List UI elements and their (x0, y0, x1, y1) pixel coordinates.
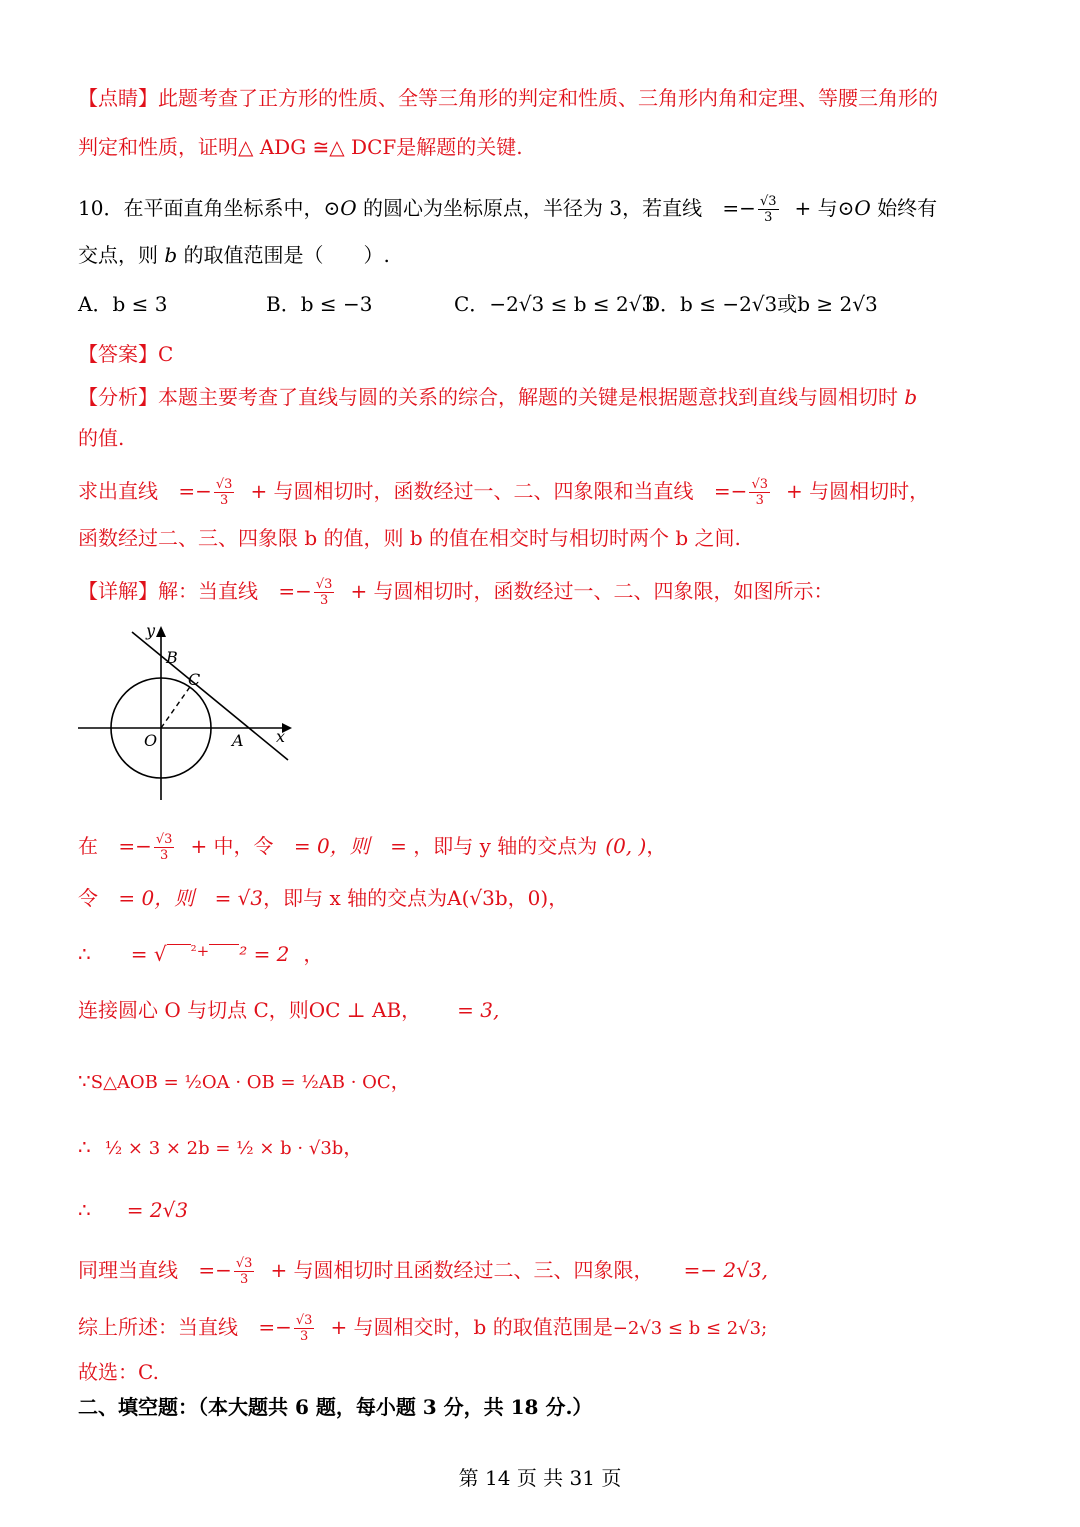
s9b: 与圆相交时，b 的取值范围是 (347, 1315, 613, 1339)
question-line2 (78, 245, 390, 265)
question-line2a: 交点，则 (78, 243, 165, 267)
option-b[interactable] (266, 294, 372, 314)
frac-den: 3 (320, 593, 329, 608)
frac-num: √3 (155, 832, 173, 847)
options-row (78, 292, 878, 316)
s5b: S△AOB = ½OA · OB = ½AB · OC (90, 1072, 391, 1093)
frac-num: √3 (215, 477, 233, 492)
s8c: =− 2√3, (683, 1258, 768, 1282)
question-mid: 的圆心为坐标原点，半径为 3，若直线 (356, 196, 709, 220)
radius-oc (161, 684, 192, 728)
step-3 (78, 944, 323, 964)
dianjing-text1: 此题考查了正方形的性质、全等三角形的判定和性质、三角形内角和定理、等腰三角形的 (158, 86, 938, 110)
plus: + (190, 834, 208, 858)
s3d: ² = 2 (239, 942, 290, 966)
step-6 (78, 1137, 363, 1158)
answer-line (78, 344, 173, 364)
analysis-tag: 【分析】 (78, 385, 158, 409)
s1b: 中，令 (207, 834, 280, 858)
plus: + (270, 1258, 288, 1282)
option-b-text: b ≤ −3 (300, 292, 373, 316)
option-a-label: A． (78, 292, 113, 316)
frac-den: 3 (764, 210, 773, 225)
analysis-text3c: 与圆相切时， (802, 479, 930, 503)
step-9 (78, 1314, 767, 1343)
s1g: ， (646, 834, 667, 858)
option-c-text: −2√3 ≤ b ≤ 2√3 (489, 292, 655, 316)
plus: + (786, 479, 803, 503)
circle-o-2: O (854, 196, 871, 220)
var-b: b (164, 243, 178, 267)
step-4 (78, 1000, 499, 1020)
label-b: B (166, 648, 178, 667)
s2d: ，即与 x 轴的交点为 (263, 886, 448, 910)
s2e: A(√3b，0) (447, 886, 549, 910)
s3b: = √ (130, 942, 167, 966)
eq-lhs: =− (258, 1315, 292, 1339)
s2c: = √3 (214, 886, 264, 910)
plus: + (330, 1315, 348, 1339)
detail-tag: 【详解】 (78, 579, 158, 603)
dianjing-tag: 【点睛】 (78, 86, 158, 110)
s3e: ， (303, 942, 324, 966)
option-d-text: b ≤ −2√3或b ≥ 2√3 (680, 292, 878, 316)
step-7 (78, 1200, 188, 1220)
fraction (758, 195, 779, 224)
s5a: ∵ (78, 1069, 91, 1093)
fraction (154, 833, 175, 862)
step-1 (78, 833, 666, 862)
plus: + (350, 579, 368, 603)
s8b: 与圆相切时且函数经过二、三、四象限， (287, 1258, 654, 1282)
frac-num: √3 (751, 477, 768, 492)
label-c: C (188, 670, 201, 689)
label-a: A (232, 731, 244, 750)
detail-line1 (78, 578, 834, 607)
frac-num: √3 (315, 577, 333, 592)
analysis-var-b: b (904, 385, 918, 409)
s4a: 连接圆心 O 与切点 C，则 (78, 998, 309, 1022)
fraction (214, 478, 235, 507)
answer-tag: 【答案】 (78, 342, 158, 366)
s4b: OC ⊥ AB (308, 998, 402, 1022)
fraction (314, 578, 335, 607)
plus: + (250, 479, 268, 503)
option-a[interactable] (78, 292, 167, 316)
s3a: ∴ (78, 942, 91, 966)
s9a: 综上所述：当直线 (78, 1315, 245, 1339)
analysis-line1 (78, 387, 917, 407)
option-b-label: B． (266, 292, 301, 316)
eq-lhs: =− (198, 1258, 232, 1282)
question-prefix: 10．在平面直角坐标系中，⊙ (78, 196, 341, 220)
s2a: 令 (78, 886, 105, 910)
s7a: ∴ (78, 1198, 91, 1222)
s4d: = 3, (457, 998, 500, 1022)
label-y: y (146, 622, 156, 640)
frac-den: 3 (220, 493, 229, 508)
eq-lhs: =− (118, 834, 152, 858)
analysis-text1: 本题主要考查了直线与圆的关系的综合，解题的关键是根据题意找到直线与圆相切时 (158, 385, 905, 409)
fraction (749, 478, 770, 507)
step-5 (78, 1071, 411, 1092)
question-suffix2: 始终有 (870, 196, 938, 220)
dianjing-line2: 判定和性质，证明△ ADG ≅△ DCF是解题的关键. (78, 135, 523, 159)
label-x: x (276, 727, 286, 746)
frac-den: 3 (160, 848, 169, 863)
s5c: ， (390, 1069, 411, 1093)
page-footer: 第 14 页 共 31 页 (458, 1466, 622, 1490)
analysis-text3a: 求出直线 (78, 479, 165, 503)
s1c: = 0，则 (293, 834, 377, 858)
analysis-text3b: 与圆相切时，函数经过一、二、四象限和当直线 (267, 479, 700, 503)
option-d-label: D． (644, 292, 681, 316)
question-line2b: 的取值范围是（ ）. (177, 243, 390, 267)
s2b: = 0，则 (118, 886, 201, 910)
question-line1 (78, 195, 937, 224)
frac-den: 3 (300, 1329, 309, 1344)
analysis-line2: 的值. (78, 426, 125, 450)
label-o: O (144, 731, 158, 750)
s1e: ，即与 y 轴的交点为 (413, 834, 598, 858)
plus: + (794, 196, 812, 220)
s1d: = (390, 834, 414, 858)
step-10: 故选：C. (78, 1360, 159, 1384)
s4c: ， (401, 998, 422, 1022)
s7b: = 2√3 (126, 1198, 189, 1222)
frac-den: 3 (755, 493, 764, 508)
step-8 (78, 1257, 768, 1286)
eq-lhs: =− (178, 479, 212, 503)
analysis-line4: 函数经过二、三、四象限 b 的值，则 b 的值在相交时与相切时两个 b 之间. (78, 526, 741, 550)
dianjing-line1 (78, 88, 938, 108)
question-suffix: 与⊙ (811, 196, 855, 220)
frac-num: √3 (759, 194, 777, 209)
answer-value: C (158, 342, 174, 366)
frac-den: 3 (240, 1272, 249, 1287)
analysis-line3 (78, 478, 929, 507)
s2f: ， (548, 886, 569, 910)
eq-lhs: =− (713, 479, 748, 503)
frac-num: √3 (235, 1256, 253, 1271)
detail-intro-a: 解：当直线 (158, 579, 265, 603)
step-2 (78, 888, 568, 908)
y-axis-arrow (156, 626, 166, 637)
fraction (234, 1257, 255, 1286)
detail-intro-b: 与圆相切时，函数经过一、二、四象限，如图所示： (367, 579, 834, 603)
s3c: ²+ (190, 942, 210, 960)
s6b: ½ × 3 × 2b = ½ × b · √3b (104, 1138, 344, 1159)
eq-lhs: =− (722, 196, 756, 220)
s9c: −2√3 ≤ b ≤ 2√3; (612, 1318, 768, 1339)
option-c-label: C． (454, 292, 490, 316)
s8a: 同理当直线 (78, 1258, 185, 1282)
option-c[interactable] (454, 294, 654, 314)
s1a: 在 (78, 834, 105, 858)
eq-lhs: =− (278, 579, 312, 603)
option-d[interactable] (644, 294, 878, 314)
circle-o-1: O (340, 196, 357, 220)
fraction (294, 1314, 315, 1343)
s6a: ∴ (78, 1135, 91, 1159)
geometry-figure (72, 622, 302, 804)
option-a-text: b ≤ 3 (112, 292, 168, 316)
section-heading: 二、填空题：（本大题共 6 题，每小题 3 分，共 18 分.） (78, 1395, 593, 1419)
s6c: ， (343, 1135, 364, 1159)
frac-num: √3 (295, 1313, 313, 1328)
s1f: (0, ) (605, 834, 647, 858)
